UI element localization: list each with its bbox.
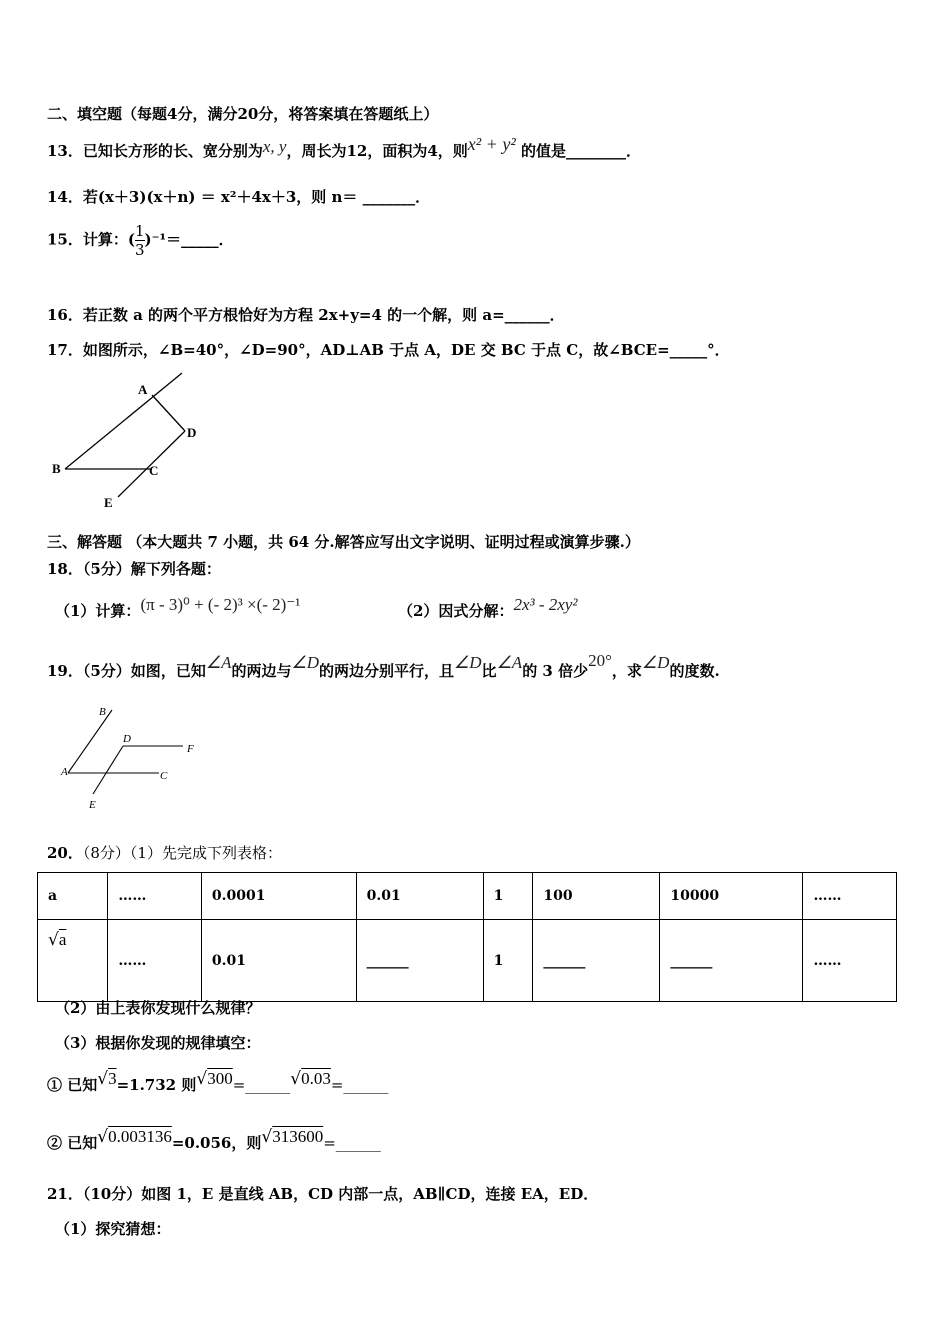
q19-t2: 的两边与	[231, 662, 292, 680]
table-cell: a	[38, 873, 108, 920]
q15-fraction	[135, 222, 145, 259]
label-a: A	[61, 766, 68, 778]
c1-radicand-3: 0.03	[301, 1069, 331, 1088]
c1-label: ① 已知	[47, 1076, 98, 1094]
table-cell: 0.0001	[201, 873, 356, 920]
q19-angle-d: ∠D	[291, 653, 319, 672]
sqrt-icon: √	[261, 1127, 273, 1147]
table-cell: ______	[533, 920, 660, 1002]
label-d: D	[123, 733, 131, 745]
q19-t3: 的两边分别平行，且	[319, 662, 455, 680]
q19-angle-a-2: ∠A	[496, 653, 523, 672]
table-cell: 1	[483, 873, 533, 920]
table-cell-sqrt-a	[38, 920, 108, 1002]
table-cell: 0.01	[356, 873, 483, 920]
q21-number: 21．	[47, 1185, 83, 1203]
q19-angle-d-3: ∠D	[641, 653, 670, 672]
table-cell: ……	[108, 873, 201, 920]
sqrt-icon: √	[48, 930, 59, 950]
q13-text-3: 的值是________．	[520, 142, 641, 160]
c1-radicand-1: 3	[108, 1069, 117, 1088]
q21-text: （10分）如图 1，E 是直线 AB，CD 内部一点，AB∥CD，连接 EA，ED．	[82, 1185, 599, 1203]
q17-text: 如图所示，∠B=40°，∠D=90°，AD⊥AB 于点 A，DE 交 BC 于点 C，故∠BCE=_____°．	[82, 341, 730, 359]
q19-t1: （5分）如图，已知	[82, 662, 206, 680]
label-a: A	[138, 382, 148, 397]
q18-p2-expr: 2x³ - 2xy²	[513, 595, 578, 614]
question-14	[47, 186, 430, 207]
q18-p1-expr: (π - 3)⁰ + (- 2)³ ×(- 2)⁻¹	[140, 595, 301, 614]
c2-label: ② 已知	[47, 1134, 98, 1152]
question-21	[47, 1183, 598, 1204]
label-b: B	[52, 461, 61, 476]
question-17	[47, 339, 730, 360]
section-3-title: 三、解答题 （本大题共 7 小题，共 64 分.解答应写出文字说明、证明过程或演算步骤.）	[47, 533, 640, 551]
c1-value-1: =1.732 则	[116, 1076, 197, 1094]
q21-part-1: （1）探究猜想：	[55, 1220, 171, 1238]
question-15	[47, 222, 234, 259]
q20-number: 20．	[47, 844, 83, 862]
q15-number: 15．	[47, 230, 83, 249]
table-cell: 1	[483, 920, 533, 1002]
q20-case-2	[47, 1127, 381, 1153]
q15-text-1: 计算：(	[82, 230, 135, 249]
q18-part-2	[398, 595, 578, 621]
sqrt-icon: √	[97, 1127, 109, 1147]
q19-angle-a: ∠A	[205, 653, 232, 672]
q13-number: 13．	[47, 142, 83, 160]
q17-number: 17．	[47, 341, 83, 359]
q19-t7: 的度数.	[669, 662, 720, 680]
line-de	[93, 746, 123, 794]
q13-vars: x, y	[262, 137, 287, 156]
q14-text: 若(x＋3)(x＋n) ＝ x²＋4x＋3，则 n＝ _______．	[82, 188, 431, 206]
line-ba	[65, 373, 182, 469]
c2-value-1: =0.056，则	[171, 1134, 262, 1152]
question-18	[47, 558, 221, 579]
line-ad	[152, 395, 185, 431]
sqrt-icon: √	[290, 1069, 302, 1089]
question-13	[47, 134, 641, 161]
line-ab	[68, 710, 112, 773]
q19-number: 19．	[47, 662, 83, 680]
sqrt-icon: √	[97, 1069, 109, 1089]
sqrt-radicand: a	[58, 930, 67, 949]
c2-blank-1: =______	[323, 1134, 381, 1152]
q19-t4: 比	[481, 662, 497, 680]
q17-figure	[40, 365, 210, 520]
table-cell: ……	[803, 920, 897, 1002]
table-cell: ______	[356, 920, 483, 1002]
q20-head: （8分）（1）先完成下列表格：	[82, 844, 282, 862]
section-2-title: 二、填空题（每题4分，满分20分，将答案填在答题纸上）	[47, 105, 439, 123]
label-d: D	[187, 425, 197, 440]
q14-number: 14．	[47, 188, 83, 206]
q13-text-2: ，周长为12，面积为4，则	[286, 142, 468, 160]
table-cell: 0.01	[201, 920, 356, 1002]
q20-part-2: （2）由上表你发现什么规律？	[55, 999, 261, 1017]
q16-number: 16．	[47, 306, 83, 324]
q20-table	[37, 872, 897, 1002]
label-c: C	[160, 770, 168, 782]
q13-text-1: 已知长方形的长、宽分别为	[82, 142, 263, 160]
label-e: E	[104, 495, 113, 510]
q19-figure	[55, 698, 215, 813]
q20-case-1	[47, 1069, 389, 1095]
label-b: B	[99, 706, 106, 718]
question-20	[47, 842, 282, 863]
label-e: E	[89, 799, 96, 811]
c1-blank-2: =______	[330, 1076, 389, 1094]
c2-radicand-2: 313600	[272, 1127, 324, 1146]
label-f: F	[187, 743, 194, 755]
table-row	[38, 920, 897, 1002]
q16-text: 若正数 a 的两个平方根恰好为方程 2x+y=4 的一个解，则 a=______．	[82, 306, 565, 324]
sqrt-icon: √	[196, 1069, 208, 1089]
q15-frac-den: 3	[134, 241, 145, 259]
q18-part-1	[55, 595, 301, 621]
table-cell: ……	[803, 873, 897, 920]
q18-number: 18．	[47, 560, 83, 578]
q20-part-3: （3）根据你发现的规律填空：	[55, 1034, 261, 1052]
q19-t5: 的 3 倍少	[522, 662, 589, 680]
table-cell: ______	[660, 920, 803, 1002]
q15-text-2: )⁻¹＝_____．	[144, 230, 234, 249]
q18-p2-label: （2）因式分解：	[398, 602, 514, 620]
table-cell: ……	[108, 920, 201, 1002]
question-19	[47, 651, 720, 681]
table-row	[38, 873, 897, 920]
q19-angle-d-2: ∠D	[454, 653, 482, 672]
table-cell: 100	[533, 873, 660, 920]
question-16	[47, 304, 565, 325]
label-c: C	[149, 463, 159, 478]
q18-p1-label: （1）计算：	[55, 602, 141, 620]
q19-t6: ，求	[611, 662, 642, 680]
c1-blank-1: =______	[232, 1076, 291, 1094]
q15-frac-num: 1	[134, 222, 145, 240]
q18-head: （5分）解下列各题：	[82, 560, 221, 578]
c1-radicand-2: 300	[207, 1069, 233, 1088]
c2-radicand-1: 0.003136	[108, 1127, 172, 1146]
q13-expr: x² + y²	[467, 134, 516, 154]
q19-degree: 20°	[588, 651, 612, 670]
table-cell: 10000	[660, 873, 803, 920]
